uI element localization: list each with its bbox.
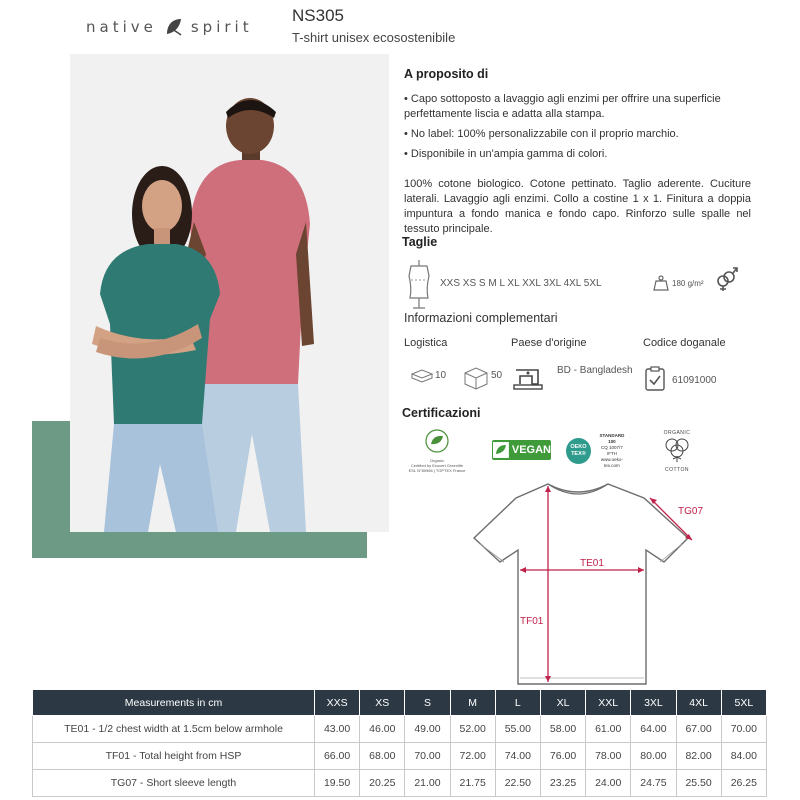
customs-clipboard-icon bbox=[644, 366, 666, 392]
te01-label: TE01 bbox=[580, 558, 604, 569]
size-column-header: XS bbox=[360, 690, 405, 716]
oeko-url: www.oeko-tex.com bbox=[600, 457, 623, 468]
feature-bullets bbox=[404, 92, 752, 167]
table-header-row bbox=[33, 690, 767, 716]
size-column-header: XL bbox=[540, 690, 585, 716]
tg07-label: TG07 bbox=[678, 506, 704, 517]
bullet-item: • Disponibile in un'ampia gamma di colori. bbox=[404, 148, 608, 160]
table-cell: 24.75 bbox=[631, 770, 676, 797]
sizes-list: XXS XS S M L XL XXL 3XL 4XL 5XL bbox=[440, 278, 602, 289]
customs-label: Codice doganale bbox=[643, 337, 726, 349]
size-column-header: S bbox=[405, 690, 450, 716]
table-cell: 84.00 bbox=[721, 743, 766, 770]
organic-cotton-badge bbox=[656, 430, 698, 474]
origin-value: BD - Bangladesh bbox=[557, 365, 633, 376]
table-cell: 76.00 bbox=[540, 743, 585, 770]
pack-small-qty: 10 bbox=[435, 370, 447, 381]
table-row bbox=[33, 743, 767, 770]
table-cell: 23.25 bbox=[540, 770, 585, 797]
certifications-heading: Certificazioni bbox=[402, 406, 481, 420]
measurements-table bbox=[32, 689, 767, 797]
oeko-tex-badge bbox=[566, 433, 630, 469]
tf01-label: TF01 bbox=[520, 616, 544, 627]
table-cell: 43.00 bbox=[315, 716, 360, 743]
organic-caption: ESL N°80966 | TOPTEX France bbox=[408, 468, 466, 473]
carton-box-icon bbox=[463, 366, 489, 390]
table-row bbox=[33, 716, 767, 743]
table-cell: 67.00 bbox=[676, 716, 721, 743]
table-cell: 55.00 bbox=[495, 716, 540, 743]
table-cell: 20.25 bbox=[360, 770, 405, 797]
logistics-label: Logistica bbox=[404, 337, 448, 349]
table-cell: 58.00 bbox=[540, 716, 585, 743]
oeko-number: 100 bbox=[608, 439, 616, 444]
organic-cotton-bottom: COTTON bbox=[664, 467, 690, 473]
oeko-brand: OEKO bbox=[570, 444, 587, 450]
fabric-weight: 180 g/m² bbox=[672, 279, 704, 288]
table-cell: 64.00 bbox=[631, 716, 676, 743]
table-cell: 66.00 bbox=[315, 743, 360, 770]
oeko-inst: IFTH bbox=[606, 451, 617, 456]
measurement-diagram bbox=[468, 478, 710, 688]
mannequin-icon bbox=[402, 258, 436, 310]
table-cell: 21.75 bbox=[450, 770, 495, 797]
table-cell: 19.50 bbox=[315, 770, 360, 797]
brand-logo bbox=[86, 16, 253, 38]
vegan-badge bbox=[492, 440, 551, 460]
size-column-header: M bbox=[450, 690, 495, 716]
unisex-icon bbox=[714, 266, 738, 292]
bullet-item: • No label: 100% personalizzabile con il proprio marchio. bbox=[404, 128, 679, 140]
cotton-flower-icon bbox=[656, 436, 698, 462]
customs-value: 61091000 bbox=[672, 375, 717, 386]
tshirt-outline bbox=[474, 484, 688, 684]
oeko-cert: CQ 1007/7 bbox=[601, 445, 623, 450]
organic-caption: Certified by Ecocert Greenlife bbox=[410, 463, 464, 468]
table-cell: 49.00 bbox=[405, 716, 450, 743]
size-column-header: 3XL bbox=[631, 690, 676, 716]
size-column-header: 5XL bbox=[721, 690, 766, 716]
brand-name-left: native bbox=[86, 18, 157, 36]
table-cell: 21.00 bbox=[405, 770, 450, 797]
oeko-tex-logo bbox=[566, 438, 591, 464]
size-column-header: XXS bbox=[315, 690, 360, 716]
table-cell: 82.00 bbox=[676, 743, 721, 770]
table-cell: 74.00 bbox=[495, 743, 540, 770]
table-cell: 26.25 bbox=[721, 770, 766, 797]
table-header-label: Measurements in cm bbox=[33, 690, 315, 716]
organic-caption: Organic bbox=[429, 458, 444, 463]
sewing-machine-icon bbox=[512, 364, 544, 392]
size-column-header: XXL bbox=[586, 690, 631, 716]
leaf-logo-icon bbox=[163, 16, 185, 38]
table-cell: 80.00 bbox=[631, 743, 676, 770]
oeko-standard: STANDARD bbox=[599, 433, 625, 438]
table-cell: 72.00 bbox=[450, 743, 495, 770]
weight-icon bbox=[652, 274, 670, 292]
table-cell: 25.50 bbox=[676, 770, 721, 797]
info-heading: Informazioni complementari bbox=[404, 311, 558, 325]
oeko-brand: TEX® bbox=[571, 451, 586, 457]
product-photo bbox=[70, 54, 389, 532]
organic-cotton-top: ORGANIC bbox=[663, 430, 691, 436]
pack-big-qty: 50 bbox=[491, 370, 503, 381]
brand-name-right: spirit bbox=[190, 18, 253, 36]
organic-certification bbox=[408, 429, 466, 475]
row-label: TF01 - Total height from HSP bbox=[33, 743, 315, 770]
table-cell: 52.00 bbox=[450, 716, 495, 743]
row-label: TE01 - 1/2 chest width at 1.5cm below armhole bbox=[33, 716, 315, 743]
table-cell: 22.50 bbox=[495, 770, 540, 797]
table-cell: 46.00 bbox=[360, 716, 405, 743]
flat-box-icon bbox=[410, 369, 434, 383]
table-cell: 24.00 bbox=[586, 770, 631, 797]
table-cell: 61.00 bbox=[586, 716, 631, 743]
organic-leaf-icon bbox=[408, 429, 466, 453]
vegan-label: VEGAN bbox=[511, 444, 551, 456]
about-heading: A proposito di bbox=[404, 67, 489, 81]
table-cell: 68.00 bbox=[360, 743, 405, 770]
table-cell: 70.00 bbox=[721, 716, 766, 743]
size-column-header: L bbox=[495, 690, 540, 716]
table-row bbox=[33, 770, 767, 797]
table-cell: 78.00 bbox=[586, 743, 631, 770]
product-subtitle: T-shirt unisex ecosostenibile bbox=[292, 30, 456, 45]
table-cell: 70.00 bbox=[405, 743, 450, 770]
sizes-heading: Taglie bbox=[402, 235, 438, 249]
size-column-header: 4XL bbox=[676, 690, 721, 716]
vegan-leaf-icon bbox=[492, 440, 510, 460]
origin-label: Paese d'origine bbox=[511, 337, 587, 349]
product-code: NS305 bbox=[292, 6, 344, 25]
product-description: 100% cotone biologico. Cotone pettinato. Taglio aderente. Cuciture laterali. Lavaggio agli enzimi. Collo a costine 1 x 1. Finitura a doppia impuntura a fondo manica e fondo capo. Rinforzo sulle spalle nel tessuto principale. bbox=[404, 178, 751, 235]
row-label: TG07 - Short sleeve length bbox=[33, 770, 315, 797]
bullet-item: • Capo sottoposto a lavaggio agli enzimi per offrire una superficie perfettamente liscia e adatta alla stampa. bbox=[404, 93, 721, 120]
